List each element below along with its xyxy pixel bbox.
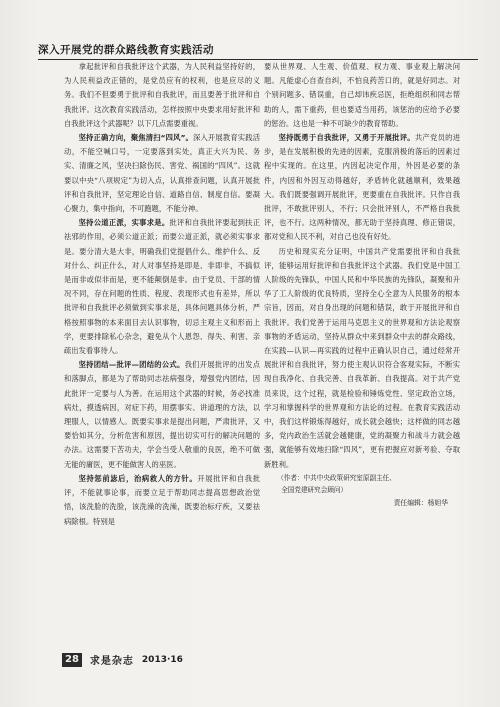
paragraph-lead: 坚持公道正派，实事求是。	[78, 218, 170, 228]
paragraph-lead: 坚持正确方向，聚焦清扫“四风”。	[78, 133, 193, 143]
paragraph-text: 深入开展教育实践活动，不能空喊口号，一定要落到实处，真正大兴为民、务实、清廉之风，坚决扫除伤民、害党、祸国的“四风”。这就要以中央“八项规定”为切入点，认真排查问题，认真开展批评和自我批评，坚定理论自信、道路自信、制度自信。要凝心聚力，集中指向，不可跑题，不能分神。	[64, 133, 260, 214]
paragraph	[264, 131, 460, 245]
paragraph-text: 历史和现实充分证明，中国共产党需要批评和自我批评，能够运用好批评和自我批评这个武器。我们党是中国工人阶级的先锋队，中国人民和中华民族的先锋队，凝聚和升华了工人阶级的优良特质，坚持全心全意为人民服务的根本宗旨，因而，对自身出现的问题和错误，敢于开展批评和自我批评。我们党善于运用马克思主义的世界观和方法论观察事物的矛盾运动，坚持从群众中来到群众中去的群众路线，在实践—认识—再实践的过程中正确认识自己，通过经常开展批评和自我批评，努力使主观认识符合客观实际，不断实现自我净化、自我完善、自我革新、自我提高。对于共产党员来说，这个过程，就是检验和锤炼党性、坚定政治立场，学习和掌握科学的世界观和方法论的过程。在教育实践活动中，我们这样锻炼得越好，成长就会越快；这样做的同志越多，党内政治生活就会越健康，党的凝聚力和战斗力就会越强，就能够有效地扫除“四风”，更有把握应对新考验、夺取新胜利。	[264, 246, 460, 469]
right-column	[264, 60, 460, 510]
left-column	[64, 60, 260, 529]
paragraph-text: 拿起批评和自我批评这个武器，为人民利益坚持好的，为人民利益改正错的，是党员应有的权利，也是应尽的义务。我们不但要勇于批评和自我批评，而且要善于批评和自我批评。这次教育实践活动，怎样按照中央要求用好批评和自我批评这个武器呢？以下几点需要重视。	[64, 62, 260, 128]
paragraph-text: 批评和自我批评要起到扶正祛邪的作用，必须公道正派；而要公道正派，就必须实事求是。要分清大是大非，明确我们党提倡什么、维护什么、反对什么、纠正什么，对人对事坚持是即是、非即非，不搞似是而非或似非而是，更不能颠倒是非。由于党员、干部的情况不同，存在问题的性质、程度、表现形式也有差异，所以批评和自我批评必须做到实事求是，具体问题具体分析，严格按照事物的本来面目去认识事物，切忌主观主义和形而上学，更要排除私心杂念，避免从个人恩怨、得失、利害、亲疏出发看事待人。	[64, 218, 261, 356]
paragraph	[264, 245, 460, 472]
author-note-continued: 全国党建研究会顾问）	[281, 485, 348, 494]
paragraph-lead: 坚持团结—批评—团结的公式。	[78, 360, 185, 370]
paragraph	[64, 131, 260, 216]
page-footer	[62, 652, 183, 667]
paragraph-text: 开展批评和自我批评，不能就事论事，而要立足于帮助同志提高思想政治觉悟，该洗脸的洗脸，该洗澡的洗澡，既要治标疗疾，又要祛病除根。特别是	[64, 473, 261, 526]
paragraph	[64, 358, 260, 472]
paragraph	[64, 60, 260, 131]
paragraph-lead: 坚持既勇于自我批评，又勇于开展批评。	[278, 133, 415, 143]
journal-name: 求是杂志	[89, 656, 134, 667]
paragraph-text: 要从世界观、人生观、价值观、权力观、事业观上解决问题。凡能虚心自查自纠，不怕良药苦口的，就是好同志。对个别问题多、错误重，自己却讳疾忌医，拒绝组织和同志帮助的人，需下重药，但也要适当用药，该惩治的应给予必要的惩治。这也是一种不可缺少的教育帮助。	[264, 62, 460, 128]
paragraph-text: 我们开展批评的出发点和落脚点，都是为了帮助同志祛病强身，增强党内团结，因此批评一定要与人为善。在运用这个武器的时候，务必找准病灶，摸透病因，对症下药，用摆事实、讲道理的方法，以理服人，以情感人。既要实事求是提出问题，严肃批评，又要恰如其分，分析危害和原因，提出切实可行的解决问题的办法。这需要下苦功夫，学会当受人敬重的良医，绝不可做无能的庸医，更不能做害人的巫医。	[64, 360, 261, 469]
paragraph	[64, 216, 260, 358]
paragraph	[264, 60, 460, 131]
running-header	[38, 38, 478, 60]
paragraph	[64, 472, 260, 529]
header-title: 深入开展党的群众路线教育实践活动	[38, 44, 214, 56]
paragraph-lead: 坚持惩前毖后，治病救人的方针。	[78, 473, 198, 483]
editor-credit: 责任编辑：杨妲华	[393, 498, 448, 507]
page-number: 28	[62, 653, 82, 667]
issue-number: 2013·16	[141, 654, 183, 665]
author-note: （作者：中共中央政策研究室原副主任、	[277, 473, 396, 482]
paragraph-text: 共产党员的进步，是在发展积极的先进的因素，克服消极的落后的因素过程中实现的。在这里，内因起决定作用，外因是必要的条件，内因和外因互动得越好，矛盾转化就越顺利，效果越大。我们既要强调开展批评，更要重在自我批评。只作自我批评，不敢批评别人，不行；只会批评别人，不严格自我批评，也不行。这两种情况，都无助于坚持真理、修正错误，都对党和人民不利，对自己也没有好处。	[264, 133, 461, 242]
